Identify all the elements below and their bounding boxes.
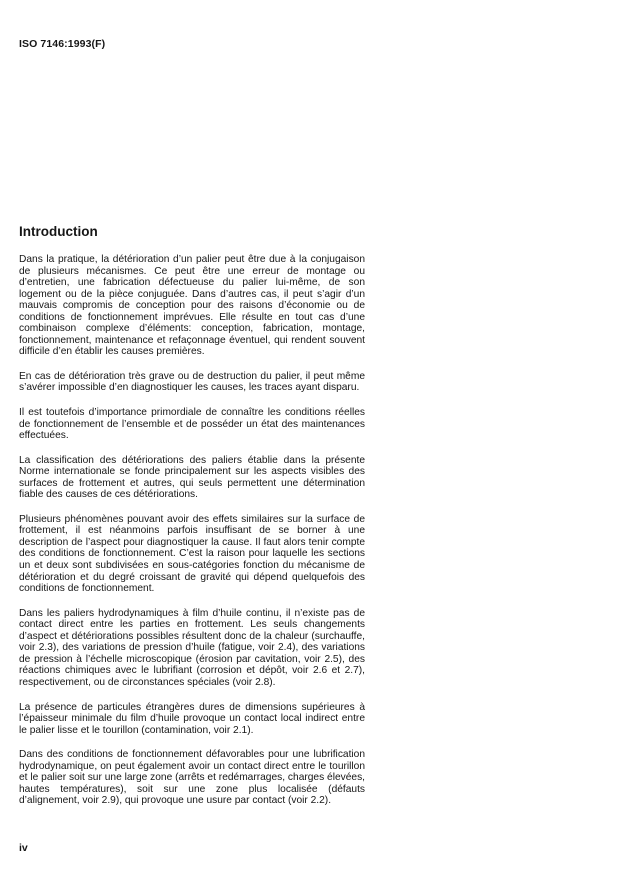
document-header-reference: ISO 7146:1993(F) bbox=[19, 38, 106, 50]
page-number: iv bbox=[19, 842, 28, 854]
paragraph-1: Dans la pratique, la détérioration d’un palier peut être due à la conjugaison de plusieurs mécanismes. Ce peut être une erreur de montage ou d’entretien, une fabrication défectueuse du palier lui-même, de son logement ou de la pièce conjuguée. Dans d’autres cas, il peut s’agir d’un mauvais compromis de conception pour des raisons d’économie ou de conditions de fonctionnement imprévues. Elle résulte en tout cas d’une combinaison complexe d’éléments: conception, fabrication, montage, fonctionnement, maintenance et refaçonnage éventuel, qui rendent souvent difficile d’en établir les causes premières. bbox=[19, 254, 365, 358]
paragraph-4: La classification des détériorations des paliers établie dans la présente Norme internationale se fonde principalement sur les aspects visibles des surfaces de frottement et autres, qui seuls permettent une détermination fiable des causes de ces détériorations. bbox=[19, 454, 365, 501]
paragraph-2: En cas de détérioration très grave ou de destruction du palier, il peut même s’avérer impossible d’en diagnostiquer les causes, les traces ayant disparu. bbox=[19, 370, 365, 394]
paragraph-7: La présence de particules étrangères dures de dimensions supérieures à l’épaisseur minimale du film d’huile provoque un contact local indirect entre le palier lisse et le tourillon (contamination, voir 2.1). bbox=[19, 701, 365, 736]
paragraph-5: Plusieurs phénomènes pouvant avoir des effets similaires sur la surface de frottement, il est néanmoins parfois insuffisant de se borner à une description de l’aspect pour diagnostiquer la cause. Il faut alors tenir compte des conditions de fonctionnement. C’est la raison pour laquelle les sections un et deux sont subdivisées en sous-catégories fonction du mécanisme de détérioration et du degré croissant de gravité qui dépend quelquefois des conditions de fonctionnement. bbox=[19, 513, 365, 595]
paragraph-6: Dans les paliers hydrodynamiques à film d’huile continu, il n’existe pas de contact direct entre les parties en frottement. Les seuls changements d’aspect et détériorations possibles résultent donc de la chaleur (surchauffe, voir 2.3), des variations de pression d’huile (fatigue, voir 2.4), des variations de pression à l’échelle microscopique (érosion par cavitation, voir 2.5), des réactions chimiques avec le lubrifiant (corrosion et dépôt, voir 2.6 et 2.7), respectivement, ou de circonstances spéciales (voir 2.8). bbox=[19, 607, 365, 688]
paragraph-8: Dans des conditions de fonctionnement défavorables pour une lubrification hydrodynamique, on peut également avoir un contact direct entre le tourillon et le palier soit sur une large zone (arrêts et redémarrages, charges élevées, hautes températures), soit sur une zone plus localisée (défauts d’alignement, voir 2.9), qui provoque une usure par contact (voir 2.2). bbox=[19, 749, 365, 807]
paragraph-3: Il est toutefois d’importance primordiale de connaître les conditions réelles de fonctionnement de l’ensemble et de posséder un état des maintenances effectuées. bbox=[19, 407, 365, 442]
introduction-body bbox=[19, 254, 365, 820]
section-title: Introduction bbox=[19, 224, 98, 239]
